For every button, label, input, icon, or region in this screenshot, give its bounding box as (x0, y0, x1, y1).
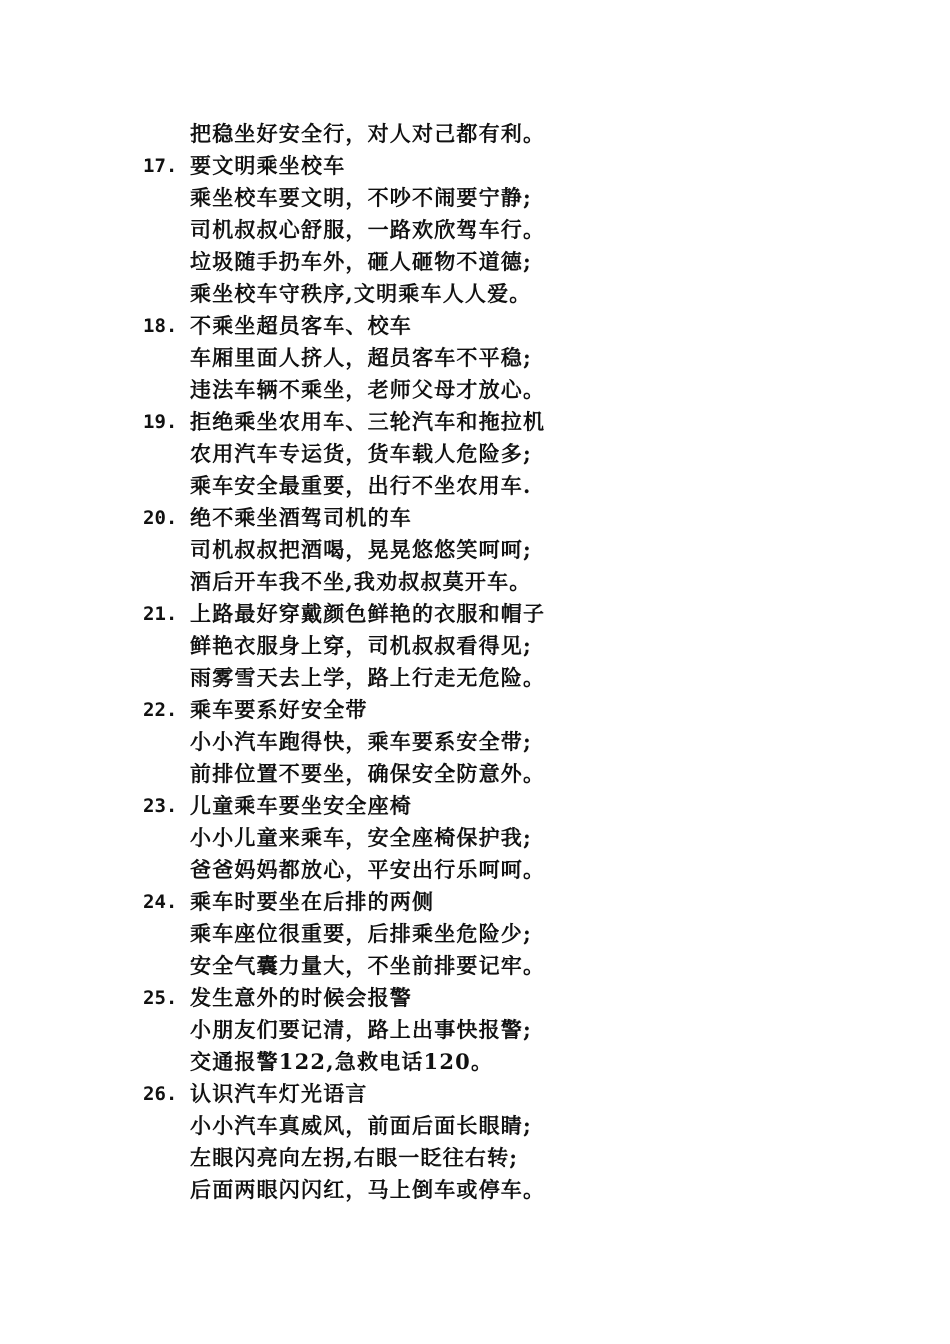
section-heading (0, 598, 950, 630)
section-number: 24. (143, 891, 178, 913)
section-title: 认识汽车灯光语言 (190, 1081, 368, 1106)
section-heading (0, 982, 950, 1014)
section-number: 23. (143, 795, 178, 817)
section-heading (0, 406, 950, 438)
section-number: 25. (143, 987, 178, 1009)
verse-line: 农用汽车专运货，货车载人危险多; (190, 441, 532, 466)
verse-line: 小小儿童来乘车，安全座椅保护我; (190, 825, 532, 850)
verse-line: 雨雾雪天去上学，路上行走无危险。 (190, 665, 546, 690)
verse-line: 爸爸妈妈都放心，平安出行乐呵呵。 (190, 857, 546, 882)
verse-line: 小小汽车真威风，前面后面长眼睛; (190, 1113, 532, 1138)
section-number: 26. (143, 1083, 178, 1105)
verse-line: 小小汽车跑得快，乘车要系安全带; (190, 729, 532, 754)
verse-line: 乘坐校车要文明，不吵不闹要宁静; (190, 185, 532, 210)
document-body (0, 118, 950, 1206)
verse-line: 左眼闪亮向左拐,右眼一眨往右转; (190, 1145, 519, 1170)
verse-line: 车厢里面人挤人，超员客车不平稳; (190, 345, 532, 370)
section-title: 要文明乘坐校车 (190, 153, 346, 178)
section-title: 发生意外的时候会报警 (190, 985, 412, 1010)
section-heading (0, 886, 950, 918)
section-number: 17. (143, 155, 178, 177)
verse-line: 司机叔叔把酒喝，晃晃悠悠笑呵呵; (190, 537, 532, 562)
verse-line: 小朋友们要记清，路上出事快报警; (190, 1017, 532, 1042)
section-number: 22. (143, 699, 178, 721)
section-number: 19. (143, 411, 178, 433)
section-number: 21. (143, 603, 178, 625)
verse-line: 乘车座位很重要，后排乘坐危险少; (190, 921, 532, 946)
verse-line: 前排位置不要坐，确保安全防意外。 (190, 761, 546, 786)
section-heading (0, 150, 950, 182)
section-title: 不乘坐超员客车、校车 (190, 313, 412, 338)
lead-line: 把稳坐好安全行，对人对己都有利。 (190, 121, 546, 146)
section-number: 20. (143, 507, 178, 529)
section-heading (0, 310, 950, 342)
section-heading (0, 790, 950, 822)
section-title: 乘车时要坐在后排的两侧 (190, 889, 435, 914)
verse-line: 垃圾随手扔车外，砸人砸物不道德; (190, 249, 532, 274)
section-title: 绝不乘坐酒驾司机的车 (190, 505, 412, 530)
section-heading (0, 694, 950, 726)
verse-line: 违法车辆不乘坐，老师父母才放心。 (190, 377, 546, 402)
verse-line: 交通报警122,急救电话120。 (190, 1049, 494, 1074)
verse-line: 后面两眼闪闪红，马上倒车或停车。 (190, 1177, 546, 1202)
verse-line: 酒后开车我不坐,我劝叔叔莫开车。 (190, 569, 532, 594)
verse-line: 鲜艳衣服身上穿，司机叔叔看得见; (190, 633, 532, 658)
section-heading (0, 502, 950, 534)
section-heading (0, 1078, 950, 1110)
section-title: 乘车要系好安全带 (190, 697, 368, 722)
section-title: 上路最好穿戴颜色鲜艳的衣服和帽子 (190, 601, 546, 626)
section-title: 儿童乘车要坐安全座椅 (190, 793, 412, 818)
verse-line: 乘车安全最重要，出行不坐农用车. (190, 473, 532, 498)
verse-line: 司机叔叔心舒服，一路欢欣驾车行。 (190, 217, 546, 242)
verse-line: 乘坐校车守秩序,文明乘车人人爱。 (190, 281, 532, 306)
verse-line: 安全气囊力量大，不坐前排要记牢。 (190, 953, 546, 978)
section-number: 18. (143, 315, 178, 337)
section-title: 拒绝乘坐农用车、三轮汽车和拖拉机 (190, 409, 546, 434)
